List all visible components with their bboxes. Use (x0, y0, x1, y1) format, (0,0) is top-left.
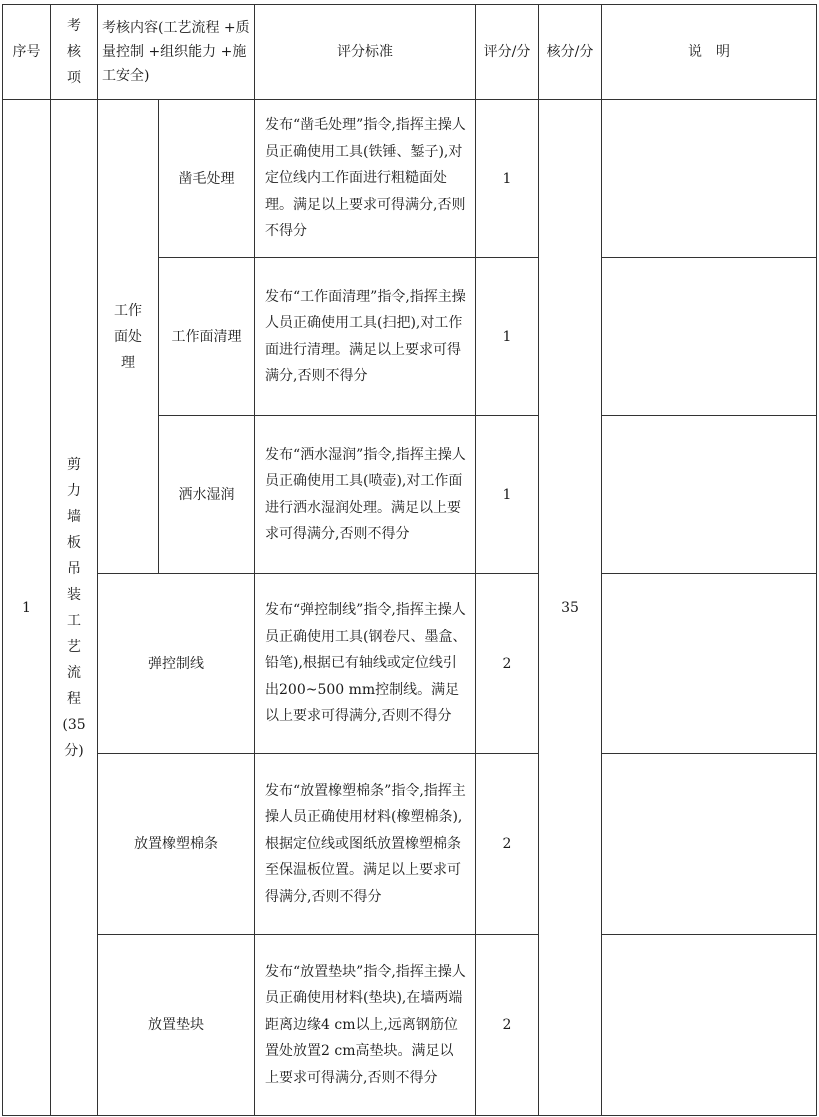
header-row (3, 5, 817, 100)
step-note (602, 258, 817, 416)
step-note (602, 754, 817, 935)
step-score: 1 (476, 100, 539, 258)
step-name: 工作面清理 (159, 258, 255, 416)
table-row (3, 754, 817, 935)
step-name: 放置橡塑棉条 (98, 754, 255, 935)
table-row (3, 100, 817, 258)
step-score: 1 (476, 416, 539, 574)
section-item: 剪力墙板吊装工艺流程(35分) (51, 100, 98, 1116)
step-criteria: 发布“工作面清理”指令,指挥主操人员正确使用工具(扫把),对工作面进行清理。满足以上要求可得满分,否则不得分 (255, 258, 476, 416)
step-note (602, 574, 817, 754)
step-name: 放置垫块 (98, 935, 255, 1116)
header-seq: 序号 (3, 5, 51, 100)
step-score: 2 (476, 754, 539, 935)
header-content: 考核内容(工艺流程 +质量控制 +组织能力 +施工安全) (98, 5, 255, 100)
table-row (3, 574, 817, 754)
step-score: 1 (476, 258, 539, 416)
step-name: 凿毛处理 (159, 100, 255, 258)
group-label: 工作面处理 (98, 100, 159, 574)
step-criteria: 发布“放置垫块”指令,指挥主操人员正确使用材料(垫块),在墙两端距离边缘4 cm以上,远离钢筋位置处放置2 cm高垫块。满足以上要求可得满分,否则不得分 (255, 935, 476, 1116)
header-criteria: 评分标准 (255, 5, 476, 100)
step-criteria: 发布“洒水湿润”指令,指挥主操人员正确使用工具(喷壶),对工作面进行洒水湿润处理。满足以上要求可得满分,否则不得分 (255, 416, 476, 574)
section-seq: 1 (3, 100, 51, 1116)
header-total: 核分/分 (539, 5, 602, 100)
section-total: 35 (539, 100, 602, 1116)
step-note (602, 416, 817, 574)
table-row (3, 935, 817, 1116)
step-score: 2 (476, 574, 539, 754)
header-item: 考核项 (51, 5, 98, 100)
step-score: 2 (476, 935, 539, 1116)
step-note (602, 100, 817, 258)
step-criteria: 发布“放置橡塑棉条”指令,指挥主操人员正确使用材料(橡塑棉条),根据定位线或图纸放置橡塑棉条至保温板位置。满足以上要求可得满分,否则不得分 (255, 754, 476, 935)
step-criteria: 发布“弹控制线”指令,指挥主操人员正确使用工具(钢卷尺、墨盒、铅笔),根据已有轴线或定位线引出200~500 mm控制线。满足以上要求可得满分,否则不得分 (255, 574, 476, 754)
step-name: 弹控制线 (98, 574, 255, 754)
header-note: 说 明 (602, 5, 817, 100)
assessment-table (2, 4, 817, 1116)
step-note (602, 935, 817, 1116)
header-score: 评分/分 (476, 5, 539, 100)
step-name: 洒水湿润 (159, 416, 255, 574)
step-criteria: 发布“凿毛处理”指令,指挥主操人员正确使用工具(铁锤、錾子),对定位线内工作面进行粗糙面处理。满足以上要求可得满分,否则不得分 (255, 100, 476, 258)
